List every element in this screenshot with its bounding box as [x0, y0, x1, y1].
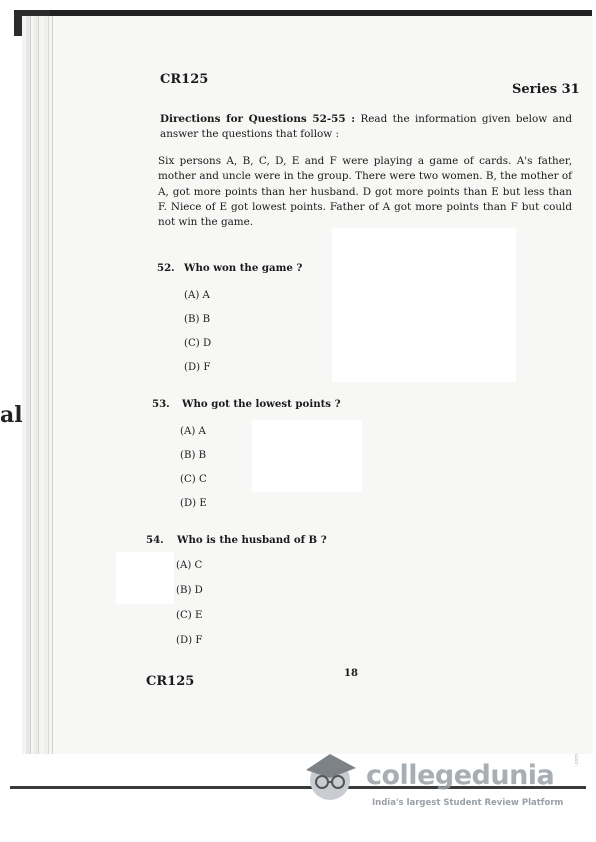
directions-lead: Directions for Questions 52-55 : [160, 113, 356, 125]
option: (B) D [176, 585, 203, 596]
watermark-brand: collegedunia [366, 760, 555, 791]
option: (C) D [184, 338, 212, 349]
redaction-patch [116, 552, 174, 604]
option: (A) C [176, 560, 203, 571]
watermark-tagline: India's largest Student Review Platform [372, 798, 564, 808]
option: (D) E [180, 498, 207, 509]
question-text: Who is the husband of B ? [177, 534, 327, 546]
watermark-domain: .com [574, 753, 580, 766]
option: (A) A [180, 426, 206, 437]
option: (D) F [176, 635, 203, 646]
option: (C) E [176, 610, 203, 621]
option: (B) B [180, 450, 207, 461]
option: (A) A [184, 290, 210, 301]
option: (B) B [184, 314, 211, 325]
series-label: Series 31 [512, 82, 580, 97]
passage: Six persons A, B, C, D, E and F were playing a game of cards. A's father, mother and uncle were in the group. There were two women. B, the mother of A, got more points than her husband. D got more points than E but less than F. Niece of E got lowest points. Father of A got more points than F but could not win the game. [158, 155, 572, 229]
question-text: Who won the game ? [184, 262, 303, 274]
directions [160, 112, 572, 143]
redaction-patch [252, 420, 362, 492]
directions-rest: Read the information given below and answer the questions that follow : [160, 113, 573, 141]
paper-code: CR125 [160, 72, 209, 87]
page-number: 18 [344, 668, 358, 679]
footer-code: CR125 [146, 674, 195, 689]
margin-text: al [0, 402, 23, 428]
question-number: 54. [146, 534, 164, 546]
option: (D) F [184, 362, 211, 373]
question-number: 52. [157, 262, 175, 274]
option: (C) C [180, 474, 207, 485]
question-number: 53. [152, 398, 170, 410]
question-text: Who got the lowest points ? [182, 398, 341, 410]
mascot-logo-icon [296, 748, 366, 806]
redaction-patch [332, 228, 516, 382]
